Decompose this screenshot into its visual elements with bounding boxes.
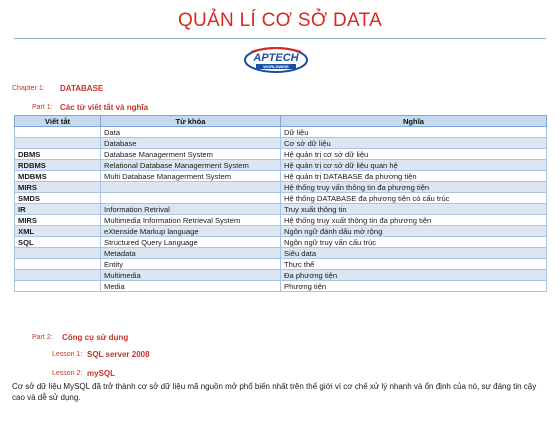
table-row (15, 259, 547, 270)
cell-abbr (15, 248, 101, 259)
cell-keyword: Multimedia Information Retrieval System (101, 215, 281, 226)
cell-abbr: DBMS (15, 149, 101, 160)
lesson-2-heading (52, 369, 116, 378)
cell-abbr: MIRS (15, 182, 101, 193)
cell-keyword: Database (101, 138, 281, 149)
cell-meaning: Hệ quản trị DATABASE đa phương tiện (281, 171, 547, 182)
cell-meaning: Ngôn ngữ truy vấn cấu trúc (281, 237, 547, 248)
cell-meaning: Cơ sở dữ liệu (281, 138, 547, 149)
cell-keyword: Database Managerment System (101, 149, 281, 160)
cell-keyword: Entity (101, 259, 281, 270)
cell-abbr: SQL (15, 237, 101, 248)
chapter-1-heading (12, 84, 104, 93)
cell-meaning: Đa phương tiện (281, 270, 547, 281)
cell-keyword: Information Retrival (101, 204, 281, 215)
lesson-1-heading (52, 350, 150, 359)
cell-meaning: Siêu data (281, 248, 547, 259)
part-2-heading (32, 333, 129, 342)
cell-abbr (15, 127, 101, 138)
table-row (15, 127, 547, 138)
table-row (15, 138, 547, 149)
table-row (15, 182, 547, 193)
table-row (15, 204, 547, 215)
cell-meaning: Hệ quản trị cơ sở dữ liệu quan hệ (281, 160, 547, 171)
cell-meaning: Hệ thống truy xuất thông tin đa phương tiện (281, 215, 547, 226)
cell-abbr (15, 138, 101, 149)
document-title: QUẢN LÍ CƠ SỞ DATA (177, 10, 383, 31)
cell-meaning: Dữ liệu (281, 127, 547, 138)
header-abbreviation: Viết tắt (15, 116, 101, 127)
header-keyword: Từ khóa (101, 116, 281, 127)
aptech-logo-icon (243, 46, 309, 74)
table-row (15, 248, 547, 259)
cell-abbr (15, 281, 101, 292)
cell-keyword: Metadata (101, 248, 281, 259)
lesson-1-label: Lesson 1: (52, 351, 83, 358)
cell-keyword: Media (101, 281, 281, 292)
cell-abbr (15, 259, 101, 270)
cell-meaning: Truy xuất thông tin (281, 204, 547, 215)
part-1-label: Part 1: (32, 104, 53, 111)
table-row (15, 237, 547, 248)
title-divider (14, 38, 546, 39)
table-row (15, 193, 547, 204)
cell-abbr (15, 270, 101, 281)
cell-meaning: Ngôn ngữ đánh dấu mở rộng (281, 226, 547, 237)
table-row (15, 149, 547, 160)
lesson-2-label: Lesson 2: (52, 370, 83, 377)
table-row (15, 215, 547, 226)
table-row (15, 226, 547, 237)
logo-subtext: WORLDWIDE (263, 64, 289, 70)
part-1-heading (32, 103, 149, 112)
chapter-1-label: Chapter 1: (12, 85, 45, 92)
part-2-label: Part 2: (32, 334, 53, 341)
cell-keyword: Relational Database Managerment System (101, 160, 281, 171)
cell-meaning: Phương tiện (281, 281, 547, 292)
cell-keyword (101, 193, 281, 204)
cell-keyword: Multimedia (101, 270, 281, 281)
logo-text: APTECH (253, 52, 299, 64)
part-1-title: Các từ viết tắt và nghĩa (60, 103, 149, 112)
cell-keyword: Structured Query Language (101, 237, 281, 248)
cell-abbr: MDBMS (15, 171, 101, 182)
chapter-1-title: DATABASE (60, 84, 104, 93)
cell-keyword: Multi Database Managerment System (101, 171, 281, 182)
table-row (15, 281, 547, 292)
lesson-2-title: mySQL (87, 369, 116, 378)
table-header-row (15, 116, 547, 127)
cell-abbr: RDBMS (15, 160, 101, 171)
table-row (15, 160, 547, 171)
cell-keyword: Data (101, 127, 281, 138)
part-2-title: Công cụ sử dụng (62, 333, 129, 342)
table-row (15, 270, 547, 281)
table-row (15, 171, 547, 182)
header-meaning: Nghĩa (281, 116, 547, 127)
lesson-1-title: SQL server 2008 (87, 350, 150, 359)
cell-meaning: Hệ quản trị cơ sở dữ liệu (281, 149, 547, 160)
abbreviation-table (14, 115, 547, 292)
cell-abbr: MIRS (15, 215, 101, 226)
cell-abbr: XML (15, 226, 101, 237)
cell-keyword: eXtenside Markup language (101, 226, 281, 237)
mysql-description: Cơ sở dữ liệu MySQL đã trở thành cơ sở dữ liệu mã nguồn mở phổ biến nhất trên thế giới vì cơ chế xử lý nhanh và ổn định của nó, sự đáng tin cậy cao và dễ sử dụng. (12, 382, 537, 402)
cell-meaning: Hệ thống DATABASE đa phương tiện có cấu trúc (281, 193, 547, 204)
cell-meaning: Thực thể (281, 259, 547, 270)
cell-abbr: SMDS (15, 193, 101, 204)
cell-abbr: IR (15, 204, 101, 215)
cell-keyword (101, 182, 281, 193)
cell-meaning: Hệ thống truy vấn thông tin đa phương tiện (281, 182, 547, 193)
